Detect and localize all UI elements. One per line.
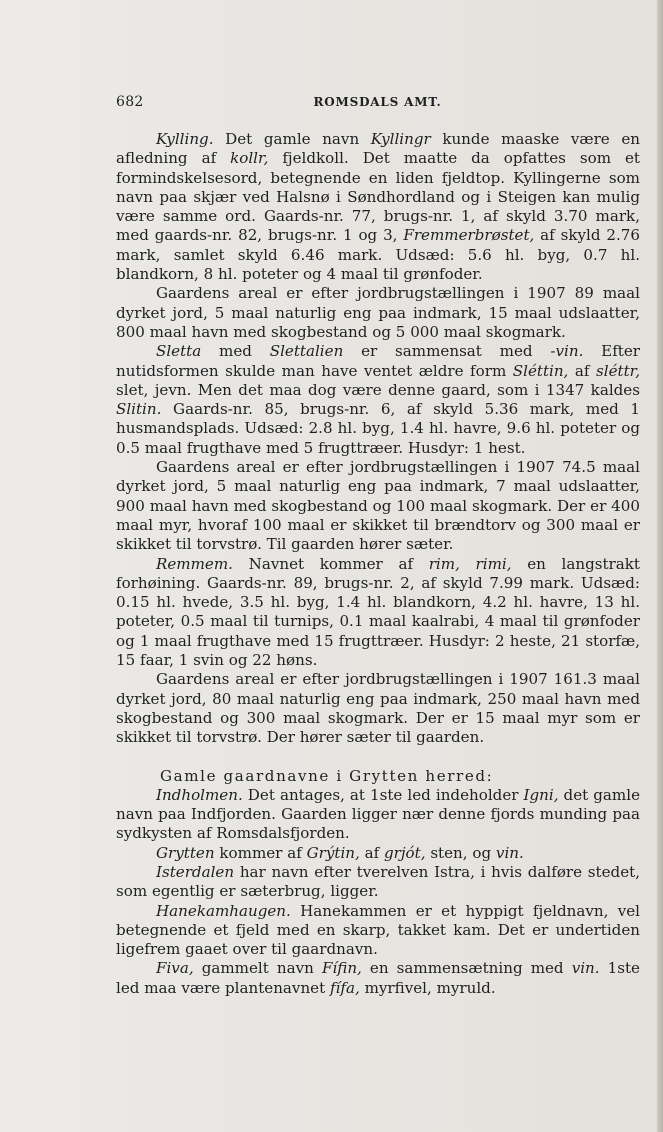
place-name: Sletta bbox=[156, 342, 202, 361]
page-header bbox=[116, 94, 639, 112]
body-text bbox=[116, 130, 640, 998]
entry-grytten: Grytten kommer af Grýtin, af grjót, sten, og vin. bbox=[156, 843, 524, 862]
entry-remmem: Remmem. Navnet kommer af rim, rimi, en langstrakt forhøining. Gaards-nr. 89, brugs-nr. 2, af skyld 7.99 mark. Udsæd: 0.15 hl. hvede, 3.5 hl. byg, 1.4 hl. blandkorn, 4.2 hl. havre, 13 hl. poteter, 0.5 maal til turnips, 0.1 maal kaalrabi, 4 maal til grønfoder og 1 maal frugthave med 15 frugttræer. Husdyr: 2 heste, 21 storfæ, 15 faar, 1 svin og 22 høns. bbox=[116, 554, 640, 670]
running-title: ROMSDALS AMT. bbox=[313, 95, 442, 109]
entry-indholmen: Indholmen. Det antages, at 1ste led indeholder Igni, det gamle navn paa Indfjorden. Gaarden ligger nær denne fjords munding paa sydkysten af Romsdalsfjorden. bbox=[116, 785, 641, 843]
entry-kylling: Kylling. Det gamle navn Kyllingr kunde maaske være en afledning af kollr, fjeldkoll. Det maatte da opfattes som et formindskelsesord, betegnende en liden fjeldtop. Kyllingerne som navn paa skjær ved Halsnø i Søndhordland og i Steigen kan mulig være samme ord. Gaards-nr. 77, brugs-nr. 1, af skyld 3.70 mark, med gaards-nr. 82, brugs-nr. 1 og 3, Fremmerbrøstet, af skyld 2.76 mark, samlet skyld 6.46 mark. Udsæd: 5.6 hl. byg, 0.7 hl. blandkorn, 8 hl. poteter og 4 maal til grønfoder. bbox=[116, 130, 640, 284]
paragraph-sletta-areal: Gaardens areal er efter jordbrugstællingen i 1907 74.5 maal dyrket jord, 5 maal naturlig eng paa indmark, 7 maal udslaatter, 900 maal havn med skogbestand og 100 maal skogmark. Der er 400 maal myr, hvoraf 100 maal er skikket til brændtorv og 300 maal er skikket til torvstrø. Til gaarden hører sæter. bbox=[116, 458, 640, 554]
page-number: 682 bbox=[116, 94, 144, 110]
paragraph-kylling-areal: Gaardens areal er efter jordbrugstællingen i 1907 89 maal dyrket jord, 5 maal naturlig eng paa indmark, 15 maal udslaatter, 800 maal havn med skogbestand og 5 000 maal skogmark. bbox=[116, 284, 640, 341]
paragraph-remmem-areal: Gaardens areal er efter jordbrugstællingen i 1907 161.3 maal dyrket jord, 80 maal naturlig eng paa indmark, 250 maal havn med skogbestand og 300 maal skogmark. Der er 15 maal myr som er skikket til torvstrø. Der hører sæter til gaarden. bbox=[116, 670, 640, 747]
place-name: Grytten bbox=[156, 843, 215, 862]
place-name: Indholmen. bbox=[156, 785, 243, 804]
entry-sletta: Sletta med Slettalien er sammensat med -vin. Efter nutidsformen skulde man have ventet ældre form Sléttin, af sléttr, slet, jevn. Men det maa dog være denne gaard, som i 1347 kaldes Slitin. Gaards-nr. 85, brugs-nr. 6, af skyld 5.36 mark, med 1 husmandsplads. Udsæd: 2.8 hl. byg, 1.4 hl. havre, 9.6 hl. poteter og 0.5 maal frugthave med 5 frugttræer. Husdyr: 1 hest. bbox=[116, 342, 640, 457]
entry-hanekamhaugen: Hanekamhaugen. Hanekammen er et hyppigt fjeldnavn, vel betegnende et fjeld med en skarp, takket kam. Det er undertiden ligefrem gaaet over til gaardnavn. bbox=[116, 901, 640, 959]
section-heading-gamle-gaardnavne: Gamle gaardnavne i Grytten herred: bbox=[160, 766, 494, 785]
page-edge bbox=[657, 0, 663, 1132]
place-name: Isterdalen bbox=[156, 862, 235, 881]
place-name: Remmem. bbox=[156, 554, 233, 573]
place-name: Fiva, bbox=[156, 959, 194, 978]
place-name: Hanekamhaugen. bbox=[156, 901, 291, 920]
entry-isterdalen: Isterdalen har navn efter tverelven Istra, i hvis dalføre stedet, som egentlig er sæterbrug, ligger. bbox=[116, 862, 640, 901]
place-name: Kylling. bbox=[156, 130, 214, 148]
entry-fiva: Fiva, gammelt navn Fífin, en sammensætning med vin. 1ste led maa være plantenavnet fífa, myrfivel, myruld. bbox=[116, 959, 640, 997]
